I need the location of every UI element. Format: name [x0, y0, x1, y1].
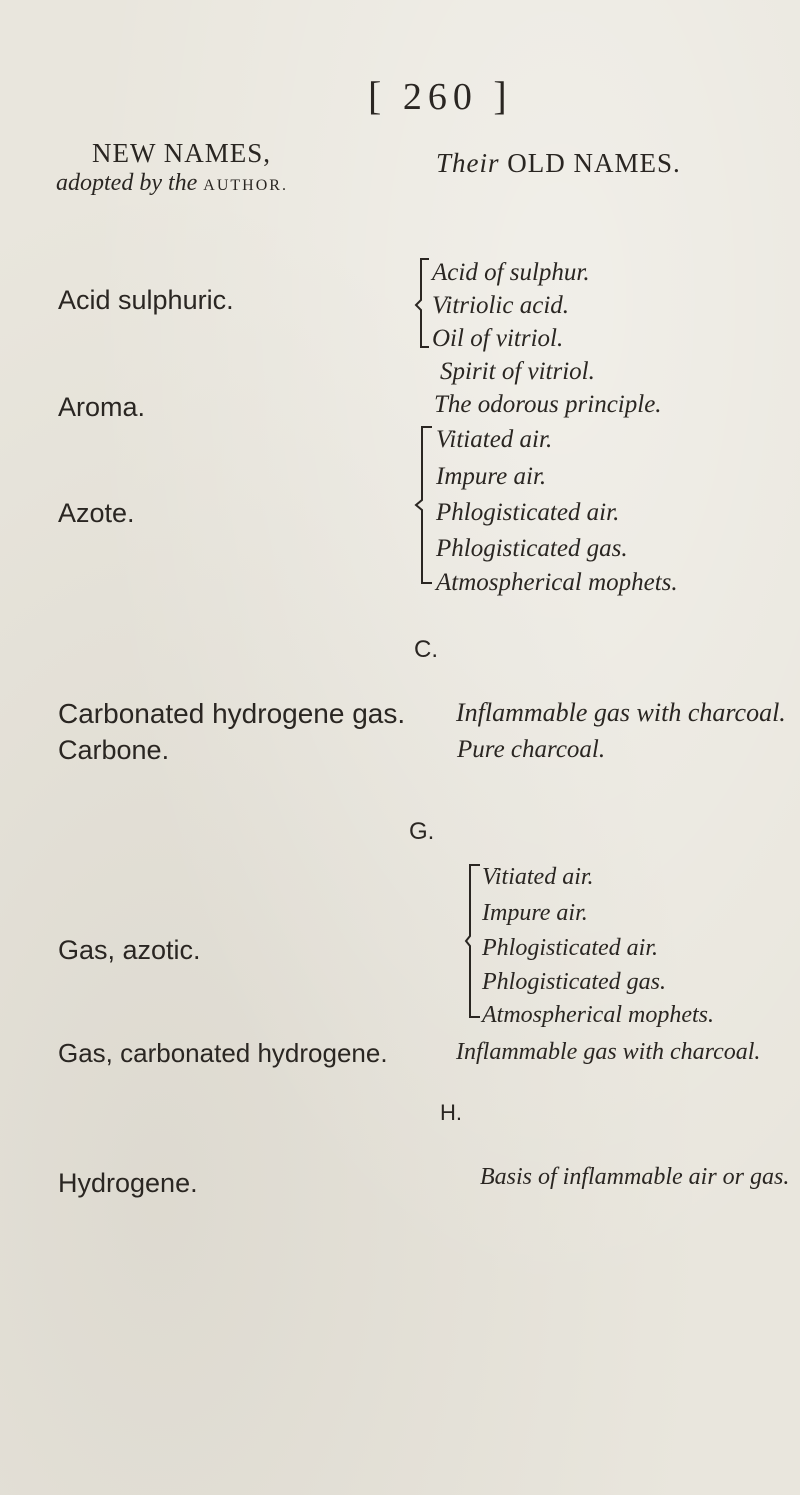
section-letter-c: C.: [414, 636, 438, 663]
brace-azote: [414, 424, 436, 586]
header-new-names: NEW NAMES,: [92, 138, 272, 168]
old-name-phlogisticated-gas: Phlogisticated gas.: [436, 535, 628, 562]
close-bracket: ]: [493, 73, 513, 118]
old-name-vitriolic-acid: Vitriolic acid.: [432, 292, 570, 319]
page-number-value: 260: [402, 76, 478, 118]
new-name-gas-carbonated-hydrogene: Gas, carbonated hydrogene.: [58, 1038, 388, 1068]
section-letter-h: H.: [440, 1100, 462, 1125]
header-author: AUTHOR.: [203, 177, 288, 194]
page-number: [368, 72, 513, 119]
header-their: Their: [436, 148, 500, 178]
old-name-acid-of-sulphur: Acid of sulphur.: [432, 259, 590, 286]
old-name-vitiated-air: Vitiated air.: [436, 426, 553, 453]
section-letter-g: G.: [409, 818, 435, 845]
new-name-hydrogene: Hydrogene.: [58, 1168, 198, 1198]
old-name-pure-charcoal: Pure charcoal.: [457, 736, 606, 763]
new-name-gas-azotic: Gas, azotic.: [58, 935, 201, 965]
header-adopted-text: adopted by the: [56, 170, 198, 196]
old-name-phlogisticated-air: Phlogisticated air.: [436, 499, 620, 526]
old-name-g-impure-air: Impure air.: [482, 900, 588, 926]
old-name-g-inflammable-gas-with-charcoal: Inflammable gas with charcoal.: [456, 1039, 761, 1065]
new-name-azote: Azote.: [58, 498, 135, 528]
new-name-carbone: Carbone.: [58, 735, 170, 765]
old-name-basis-of-inflammable-air: Basis of inflammable air or gas.: [480, 1164, 790, 1190]
brace-gas-azotic: [464, 862, 484, 1020]
old-name-impure-air: Impure air.: [436, 463, 547, 490]
old-name-g-vitiated-air: Vitiated air.: [482, 864, 594, 890]
old-name-atmospherical-mophets: Atmospherical mophets.: [436, 569, 678, 596]
header-old-names: [436, 150, 681, 177]
old-name-inflammable-gas-with-charcoal: Inflammable gas with charcoal.: [456, 698, 786, 727]
header-adopted-by: [56, 171, 288, 195]
old-name-g-atmospherical-mophets: Atmospherical mophets.: [482, 1002, 714, 1028]
old-name-spirit-of-vitriol: Spirit of vitriol.: [440, 358, 595, 385]
brace-acid-sulphuric: [414, 256, 432, 350]
old-name-odorous-principle: The odorous principle.: [434, 391, 662, 418]
new-name-aroma: Aroma.: [58, 392, 146, 422]
old-name-oil-of-vitriol: Oil of vitriol.: [432, 325, 564, 352]
old-name-g-phlogisticated-gas: Phlogisticated gas.: [482, 969, 666, 995]
new-name-carbonated-hydrogene-gas: Carbonated hydrogene gas.: [58, 698, 406, 729]
old-name-g-phlogisticated-air: Phlogisticated air.: [482, 935, 658, 961]
header-old-names-text: OLD NAMES.: [507, 148, 681, 178]
open-bracket: [: [368, 73, 388, 118]
new-name-acid-sulphuric: Acid sulphuric.: [58, 285, 234, 315]
